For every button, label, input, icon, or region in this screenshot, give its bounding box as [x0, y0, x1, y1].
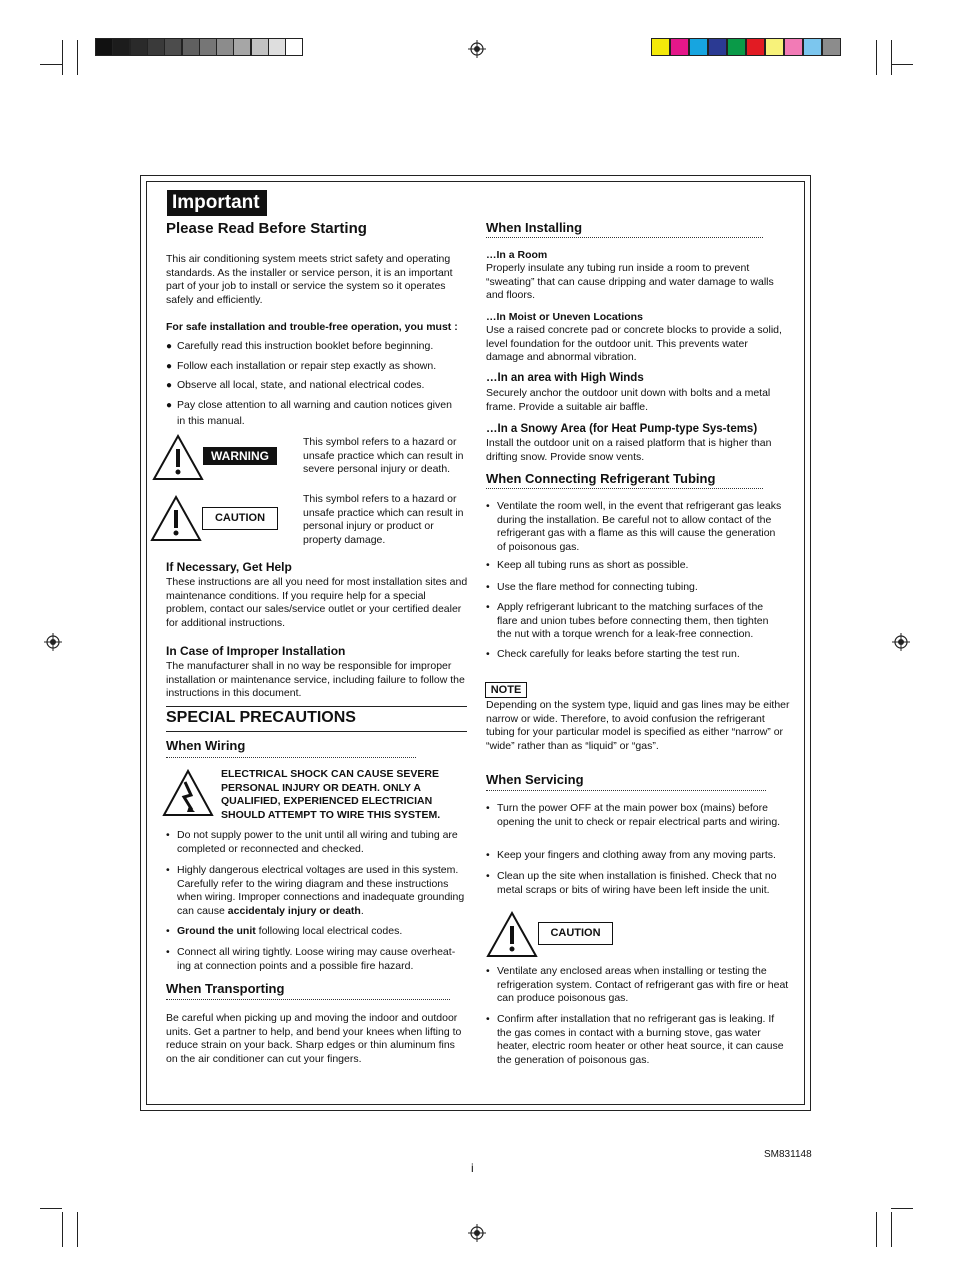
color-swatch: [670, 38, 689, 56]
servicing-title: When Servicing: [486, 772, 584, 787]
color-swatch: [727, 38, 746, 56]
warning-text: This symbol refers to a hazard or unsafe practice which can result in severe personal injury or death.: [303, 436, 464, 475]
caution-triangle-icon: [486, 910, 538, 958]
crop-mark: [891, 1208, 913, 1209]
color-swatch: [784, 38, 803, 56]
wiring-item: • Do not supply power to the unit until all wiring and tubing are completed or reconnected and checked.: [166, 829, 469, 856]
help-text: These instructions are all you need for most installation sites and maintenance conditions. If you require help for a special problem, contact our sales/service outlet or your certified dealer for additional instructions.: [166, 576, 468, 629]
gray-swatch: [268, 38, 286, 56]
improper-title: In Case of Improper Installation: [166, 644, 346, 658]
section-rule: [166, 731, 467, 732]
color-swatch: [765, 38, 784, 56]
warning-triangle-icon: [152, 433, 204, 481]
wiring-item: • Connect all wiring tightly. Loose wiring may cause overheat-ing at connection points and a possible fire hazard.: [166, 946, 469, 973]
wiring-item: • Highly dangerous electrical voltages are used in this system. Carefully refer to the wiring diagram and these instructions when wiring. Improper connections and inadequate grounding can cause accidentaly injury or death.: [166, 864, 469, 918]
connecting-title: When Connecting Refrigerant Tubing: [486, 471, 716, 486]
improper-text: The manufacturer shall in no way be responsible for improper installation or maintenance service, including failure to follow the instructions in this document.: [166, 660, 465, 699]
registration-mark-icon: [468, 1224, 486, 1242]
crop-mark: [40, 64, 62, 65]
crop-mark: [891, 64, 913, 65]
document-code: SM831148: [764, 1149, 812, 1160]
gray-swatch: [233, 38, 251, 56]
servicing-item: • Keep your fingers and clothing away from any moving parts.: [486, 849, 797, 863]
gray-swatch: [112, 38, 130, 56]
crop-mark: [77, 1212, 78, 1247]
installing-title: When Installing: [486, 220, 583, 235]
crop-mark: [876, 1212, 877, 1247]
section-rule: [166, 706, 467, 707]
registration-mark-icon: [892, 633, 910, 651]
crop-mark: [40, 1208, 62, 1209]
dotted-rule: [486, 237, 763, 238]
must-item: ● Carefully read this instruction booklet before beginning.: [166, 340, 469, 354]
dotted-rule: [486, 488, 763, 489]
note-text: Depending on the system type, liquid and gas lines may be either narrow or wide. Therefore, to avoid confusion the refrigerant tubing for your particular model is specified as either “narrow” or “wide” rather than as “liquid” or “gas”.: [486, 699, 790, 752]
room-title: …In a Room: [486, 249, 548, 261]
color-swatch: [803, 38, 822, 56]
connecting-item: • Keep all tubing runs as short as possible.: [486, 559, 785, 573]
wiring-title: When Wiring: [166, 738, 246, 753]
important-badge: Important: [167, 190, 267, 216]
gray-swatch: [130, 38, 148, 56]
room-text: Properly insulate any tubing run inside a room to prevent “sweating” that can cause dripping and water damage to walls and floors.: [486, 262, 774, 301]
electric-shock-icon: [162, 768, 214, 818]
crop-mark: [62, 40, 63, 75]
intro-text: This air conditioning system meets strict safety and operating standards. As the installer or service person, it is an important part of your job to install or service the system so it operates safely and efficiently.: [166, 253, 453, 306]
crop-mark: [62, 1212, 63, 1247]
connecting-item: • Check carefully for leaks before starting the test run.: [486, 648, 785, 662]
must-item: ● Pay close attention to all warning and caution notices given in this manual.: [166, 398, 459, 429]
moist-title: …In Moist or Uneven Locations: [486, 311, 643, 323]
winds-text: Securely anchor the outdoor unit down with bolts and a metal frame. Provide a suitable air baffle.: [486, 387, 771, 413]
gray-swatch: [216, 38, 234, 56]
warning-label: WARNING: [203, 447, 277, 465]
crop-mark: [876, 40, 877, 75]
gray-swatch: [147, 38, 165, 56]
note-label: NOTE: [485, 682, 527, 698]
connecting-item: • Use the flare method for connecting tubing.: [486, 581, 785, 595]
registration-mark-icon: [44, 633, 62, 651]
color-swatch: [689, 38, 708, 56]
connecting-item: • Apply refrigerant lubricant to the matching surfaces of the flare and union tubes before connecting them, then tighten the nut with a torque wrench for a leak-free connection.: [486, 601, 785, 642]
page-number: i: [471, 1161, 474, 1175]
transporting-title: When Transporting: [166, 981, 285, 996]
help-title: If Necessary, Get Help: [166, 560, 292, 574]
crop-mark: [891, 40, 892, 75]
dotted-rule: [486, 790, 766, 791]
winds-title: …In an area with High Winds: [486, 372, 644, 384]
shock-warning-text: ELECTRICAL SHOCK CAN CAUSE SEVERE PERSONAL INJURY OR DEATH. ONLY A QUALIFIED, EXPERIENCED ELECTRICIAN SHOULD ATTEMPT TO WIRE THIS SYSTEM.: [221, 768, 441, 821]
snow-title: …In a Snowy Area (for Heat Pump-type Sys-tems): [486, 423, 758, 435]
caution-text: This symbol refers to a hazard or unsafe practice which can result in personal injury or product or property damage.: [303, 493, 464, 546]
gray-swatch: [285, 38, 303, 56]
servicing-item: • Turn the power OFF at the main power box (mains) before opening the unit to check or repair electrical parts and wiring.: [486, 802, 789, 829]
color-swatch: [822, 38, 841, 56]
caution-item: • Ventilate any enclosed areas when installing or testing the refrigeration system. Contact of refrigerant gas with fire or heat can produce poisonous gas.: [486, 965, 789, 1006]
wiring-item: • Ground the unit following local electrical codes.: [166, 925, 469, 939]
must-item: ● Observe all local, state, and national electrical codes.: [166, 379, 469, 393]
color-swatch: [746, 38, 765, 56]
must-heading: For safe installation and trouble-free operation, you must :: [166, 321, 458, 333]
caution-triangle-icon: [150, 494, 202, 542]
page-title: Please Read Before Starting: [166, 220, 367, 237]
servicing-item: • Clean up the site when installation is finished. Check that no metal scraps or bits of wiring have been left inside the unit.: [486, 870, 789, 897]
color-swatch: [651, 38, 670, 56]
gray-swatch: [251, 38, 269, 56]
must-item: ● Follow each installation or repair step exactly as shown.: [166, 360, 469, 374]
transporting-text: Be careful when picking up and moving the indoor and outdoor units. Get a partner to help, and bend your knees when lifting to reduce strain on your back. Sharp edges or thin aluminum fins on the air conditioner can cut your fingers.: [166, 1012, 462, 1065]
dotted-rule: [166, 999, 450, 1000]
caution-item: • Confirm after installation that no refrigerant gas is leaking. If the gas comes in contact with a burning stove, gas water heater, electric room heater or other heat source, it can cause the generation of poisonous gas.: [486, 1013, 789, 1067]
gray-swatch: [199, 38, 217, 56]
caution-label: CAUTION: [202, 507, 278, 530]
gray-swatch: [182, 38, 200, 56]
registration-mark-icon: [468, 40, 486, 58]
crop-mark: [77, 40, 78, 75]
gray-swatch: [164, 38, 182, 56]
color-swatch: [708, 38, 727, 56]
snow-text: Install the outdoor unit on a raised platform that is higher than drifting snow. Provide snow vents.: [486, 437, 772, 463]
moist-text: Use a raised concrete pad or concrete blocks to provide a solid, level foundation for the outdoor unit. This prevents water damage and abnormal vibration.: [486, 324, 782, 363]
dotted-rule: [166, 757, 416, 758]
special-precautions-title: SPECIAL PRECAUTIONS: [166, 709, 356, 726]
gray-swatch: [95, 38, 113, 56]
crop-mark: [891, 1212, 892, 1247]
connecting-item: • Ventilate the room well, in the event that refrigerant gas leaks during the installation. Be careful not to allow contact of the refrigerant gas with a flame as this will cause the generation of poisonous gas.: [486, 500, 785, 554]
caution-label: CAUTION: [538, 922, 613, 945]
